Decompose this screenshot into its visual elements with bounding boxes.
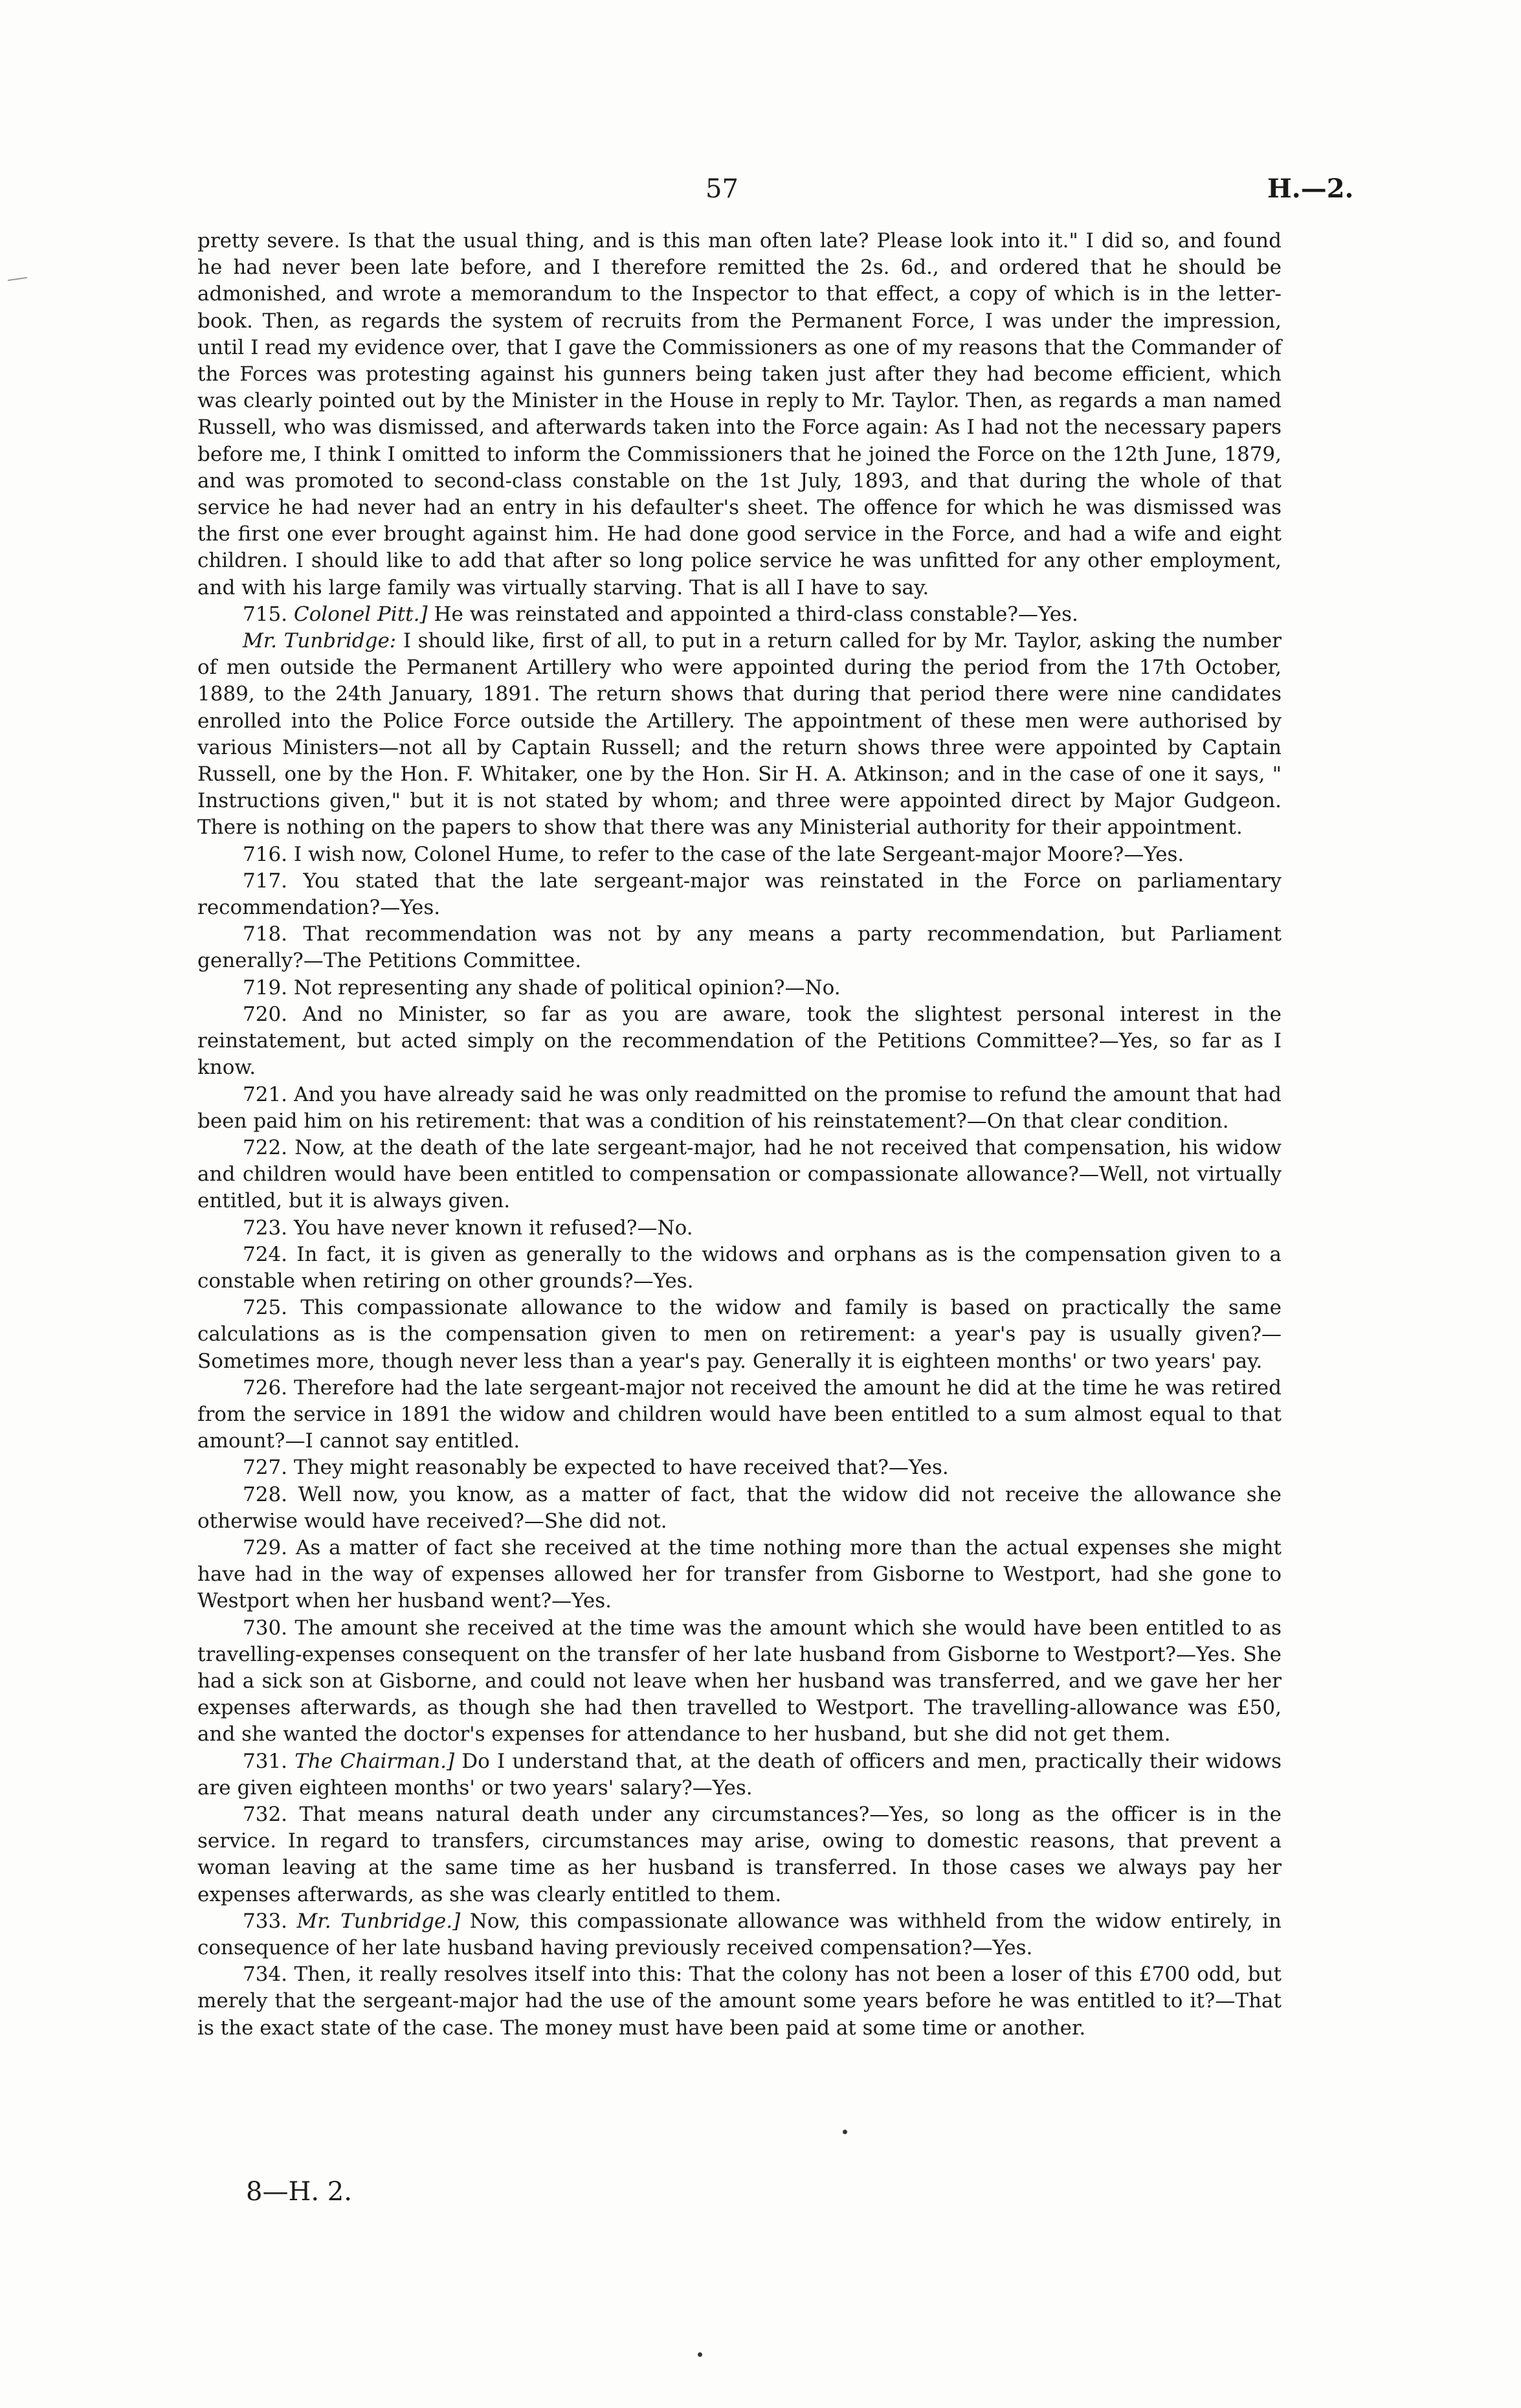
speaker-name: Mr. Tunbridge.]	[296, 1909, 461, 1933]
paragraph-text: 721. And you have already said he was only readmitted on the promise to refund the amount that had been paid him on his retirement: that was a condition of his reinstatement?—On that clear condition.	[197, 1082, 1282, 1133]
body-text	[197, 228, 1282, 2042]
paragraph	[197, 1001, 1282, 1082]
paragraph	[197, 1801, 1282, 1908]
speaker-name: Colonel Pitt.]	[293, 602, 428, 626]
question-number: 733.	[243, 1909, 297, 1933]
paragraph	[197, 1295, 1282, 1375]
paragraph-text: 725. This compassionate allowance to the widow and family is based on practically the same calculations as is the compensation given to men on retirement: a year's pay is usually given?—Sometimes more, though never less than a year's pay. Generally it is eighteen months' or two years' pay.	[197, 1296, 1282, 1373]
margin-mark	[8, 277, 27, 281]
paragraph-text: Now, this compassionate allowance was withheld from the widow entirely, in consequence of her late husband having previously received compensation?—Yes.	[197, 1909, 1282, 1959]
paragraph-text: 718. That recommendation was not by any means a party recommendation, but Parliament generally?—The Petitions Committee.	[197, 922, 1282, 973]
paragraph-text: I should like, first of all, to put in a return called for by Mr. Taylor, asking the number of men outside the Permanent Artillery who were appointed during the period from the 17th October, 1889, to the 24th January, 1891. The return shows that during that period there were nine candidates enrolled into the Police Force outside the Artillery. The appointment of these men were authorised by various Ministers—not all by Captain Russell; and the return shows three were appointed by Captain Russell, one by the Hon. F. Whitaker, one by the Hon. Sir H. A. Atkinson; and in the case of one it says, " Instructions given," but it is not stated by whom; and three were appointed direct by Major Gudgeon. There is nothing on the papers to show that there was any Ministerial authority for their appointment.	[197, 629, 1282, 840]
paragraph-text: 734. Then, it really resolves itself into this: That the colony has not been a loser of this £700 odd, but merely that the sergeant-major had the use of the amount some years before he was entitled to it?—That is the exact state of the case. The money must have been paid at some time or another.	[197, 1963, 1282, 2040]
paragraph	[197, 842, 1282, 868]
paragraph-text: Do I understand that, at the death of officers and men, practically their widows are given eighteen months' or two years' salary?—Yes.	[197, 1749, 1282, 1800]
paragraph-text: 726. Therefore had the late sergeant-major not received the amount he did at the time he was retired from the service in 1891 the widow and children would have been entitled to a sum almost equal to that amount?—I cannot say entitled.	[197, 1376, 1282, 1453]
paragraph-text: 716. I wish now, Colonel Hume, to refer to the case of the late Sergeant-major Moore?—Yes.	[243, 842, 1184, 866]
speaker-name: Mr. Tunbridge:	[243, 629, 397, 653]
paragraph-text: pretty severe. Is that the usual thing, and is this man often late? Please look into it." I did so, and found he had never been late before, and I therefore remitted the 2s. 6d., and ordered that he should be admonished, and wrote a memorandum to the Inspector to that effect, a copy of which is in the letter-book. Then, as regards the system of recruits from the Permanent Force, I was under the impression, until I read my evidence over, that I gave the Commissioners as one of my reasons that the Commander of the Forces was protesting against his gunners being taken just after they had become efficient, which was clearly pointed out by the Minister in the House in reply to Mr. Taylor. Then, as regards a man named Russell, who was dismissed, and afterwards taken into the Force again: As I had not the necessary papers before me, I think I omitted to inform the Commissioners that he joined the Force on the 12th June, 1879, and was promoted to second-class constable on the 1st July, 1893, and that during the whole of that service he had never had an entry in his defaulter's sheet. The offence for which he was dismissed was the first one ever brought against him. He had done good service in the Force, and had a wife and eight children. I should like to add that after so long police service he was unfitted for any other employment, and with his large family was virtually starving. That is all I have to say.	[197, 229, 1282, 599]
paragraph	[197, 1615, 1282, 1748]
document-reference: H.—2.	[1267, 173, 1354, 204]
paragraph	[197, 1961, 1282, 2042]
question-number: 715.	[243, 602, 294, 626]
paragraph	[197, 628, 1282, 842]
paragraph	[197, 1135, 1282, 1215]
question-number: 731.	[243, 1749, 295, 1773]
speaker-name: The Chairman.]	[294, 1749, 455, 1773]
paragraph	[197, 1242, 1282, 1295]
paragraph	[197, 868, 1282, 921]
paragraph	[197, 921, 1282, 974]
paragraph	[197, 1082, 1282, 1135]
page-speck	[843, 2130, 847, 2134]
paragraph	[197, 1482, 1282, 1535]
paragraph-text: 727. They might reasonably be expected to have received that?—Yes.	[243, 1456, 949, 1480]
paragraph-text: He was reinstated and appointed a third-class constable?—Yes.	[427, 602, 1078, 626]
paragraph	[197, 1535, 1282, 1615]
paragraph-text: 720. And no Minister, so far as you are aware, took the slightest personal interest in the reinstatement, but acted simply on the recommendation of the Petitions Committee?—Yes, so far as I know.	[197, 1002, 1282, 1080]
paragraph-text: 728. Well now, you know, as a matter of fact, that the widow did not receive the allowance she otherwise would have received?—She did not.	[197, 1482, 1282, 1533]
page-number: 57	[705, 174, 738, 204]
paragraph-text: 732. That means natural death under any circumstances?—Yes, so long as the officer is in the service. In regard to transfers, circumstances may arise, owing to domestic reasons, that prevent a woman leaving at the same time as her husband is transferred. In those cases we always pay her expenses afterwards, as she was clearly entitled to them.	[197, 1802, 1282, 1906]
paragraph-text: 724. In fact, it is given as generally to the widows and orphans as is the compensation given to a constable when retiring on other grounds?—Yes.	[197, 1242, 1282, 1293]
paragraph-text: 729. As a matter of fact she received at the time nothing more than the actual expenses she might have had in the way of expenses allowed her for transfer from Gisborne to Westport, had she gone to Westport when her husband went?—Yes.	[197, 1535, 1282, 1613]
paragraph	[197, 228, 1282, 601]
paragraph-text: 717. You stated that the late sergeant-major was reinstated in the Force on parliamentary recommendation?—Yes.	[197, 869, 1282, 920]
paragraph	[197, 975, 1282, 1001]
paragraph-text: 722. Now, at the death of the late sergeant-major, had he not received that compensation, his widow and children would have been entitled to compensation or compassionate allowance?—Well, not virtually entitled, but it is always given.	[197, 1135, 1282, 1213]
paragraph	[197, 601, 1282, 628]
paragraph-text: 730. The amount she received at the time was the amount which she would have been entitled to as travelling-expenses consequent on the transfer of her late husband from Gisborne to Westport?—Yes. She had a sick son at Gisborne, and could not leave when her husband was transferred, and we gave her her expenses afterwards, as though she had then travelled to Westport. The travelling-allowance was £50, and she wanted the doctor's expenses for attendance to her husband, but she did not get them.	[197, 1616, 1282, 1746]
paragraph	[197, 1215, 1282, 1242]
page-speck	[698, 2352, 702, 2357]
paragraph-text: 719. Not representing any shade of political opinion?—No.	[243, 975, 841, 999]
paragraph	[197, 1455, 1282, 1481]
paragraph	[197, 1748, 1282, 1801]
paragraph	[197, 1375, 1282, 1455]
paragraph	[197, 1908, 1282, 1961]
printer-signature: 8—H. 2.	[246, 2177, 352, 2207]
paragraph-text: 723. You have never known it refused?—No.	[243, 1216, 693, 1240]
